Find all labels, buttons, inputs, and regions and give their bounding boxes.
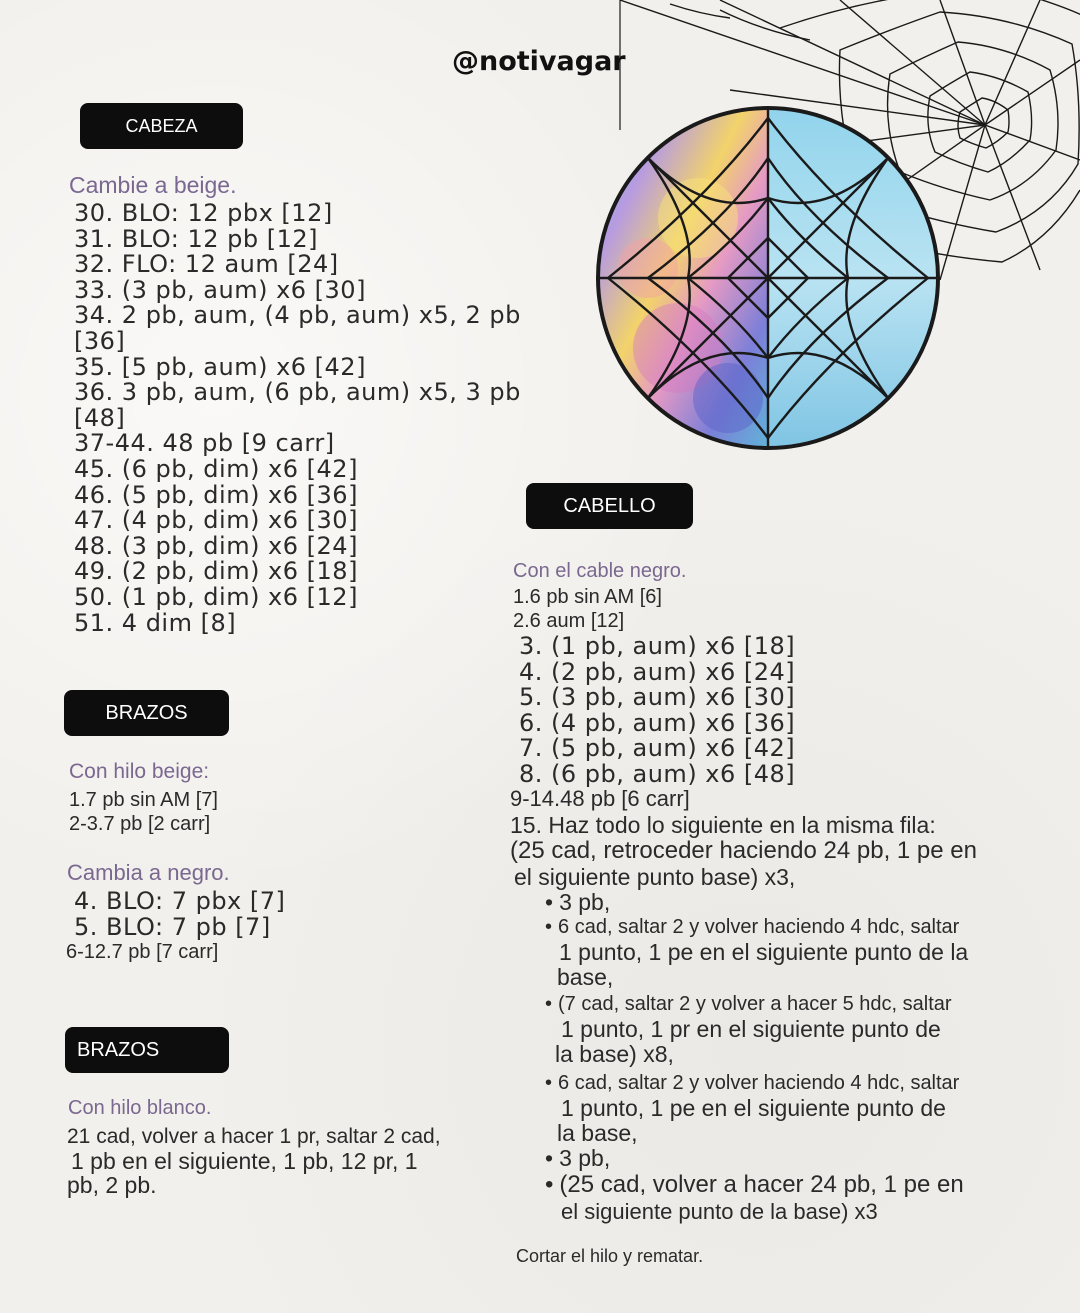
brazos-rows-beige (69, 788, 218, 836)
closing-note: Cortar el hilo y rematar. (516, 1246, 704, 1266)
bullet-line: el siguiente punto de la base) x3 (561, 1199, 878, 1224)
section-title-cabeza (80, 103, 243, 149)
bullet-item (545, 1171, 968, 1225)
bullet-item (545, 890, 968, 915)
pattern-row: 5. BLO: 7 pb [7] (74, 912, 271, 941)
pattern-row: 37-44. 48 pb [9 carr] (74, 429, 335, 458)
pattern-row: 2.6 aum [12] (513, 610, 625, 632)
bullet-line: • 3 pb, (545, 890, 968, 915)
bullet-line: • 3 pb, (545, 1146, 968, 1171)
pattern-row: 1.6 pb sin AM [6] (513, 586, 662, 608)
section-title-cabello (526, 483, 693, 529)
pattern-row: 33. (3 pb, aum) x6 [30] (74, 275, 366, 304)
cabeza-title-text: CABEZA (125, 115, 198, 136)
pattern-row: 15. Haz todo lo siguiente en la misma fila: (510, 812, 936, 838)
bullet-item (545, 1071, 968, 1146)
pattern-row: 36. 3 pb, aum, (6 pb, aum) x5, 3 pb (74, 378, 521, 407)
brazos-note-negro: Cambia a negro. (67, 860, 230, 885)
cabello-rows-c (510, 786, 977, 890)
cabello-rows-b (519, 634, 795, 788)
pattern-row: 3. (1 pb, aum) x6 [18] (519, 632, 796, 660)
pattern-row: 49. (2 pb, dim) x6 [18] (74, 557, 358, 586)
cabello-title-text: CABELLO (563, 494, 656, 517)
bullet-line: la base, (557, 1120, 638, 1146)
pattern-row: 32. FLO: 12 aum [24] (74, 250, 339, 279)
brazos-rows-negro (74, 889, 285, 940)
cabello-bullets (545, 890, 968, 1225)
pattern-row: 50. (1 pb, dim) x6 [12] (74, 582, 358, 611)
pattern-row: 51. 4 dim [8] (74, 608, 237, 637)
bullet-line: base, (557, 964, 614, 990)
pattern-row: 4. BLO: 7 pbx [7] (74, 887, 286, 915)
bullet-line: 1 punto, 1 pe en el siguiente punto de la (559, 939, 969, 965)
account-handle: @notivagar (452, 46, 626, 77)
stained-glass-window-icon (588, 98, 948, 458)
pattern-row: 4. (2 pb, aum) x6 [24] (519, 657, 796, 686)
section-title-brazos-2 (65, 1027, 229, 1073)
pattern-row: 35. [5 pb, aum) x6 [42] (74, 352, 366, 381)
cabello-rows-a (513, 585, 662, 633)
pattern-row: 21 cad, volver a hacer 1 pr, saltar 2 cad, (67, 1125, 441, 1148)
pattern-row: 46. (5 pb, dim) x6 [36] (74, 480, 358, 509)
pattern-row: 47. (4 pb, dim) x6 [30] (74, 506, 358, 535)
pattern-row: [48] (74, 403, 126, 432)
brazos-note-beige: Con hilo beige: (69, 760, 210, 783)
brazos-2-title-text: BRAZOS (77, 1038, 160, 1061)
pattern-row: 6. (4 pb, aum) x6 [36] (519, 708, 796, 737)
brazos-2-rows (67, 1125, 441, 1197)
pattern-row: 31. BLO: 12 pb [12] (74, 224, 318, 253)
bullet-item (545, 1146, 968, 1171)
pattern-row: pb, 2 pb. (67, 1172, 157, 1198)
pattern-row: 5. (3 pb, aum) x6 [30] (519, 683, 796, 712)
pattern-row: 34. 2 pb, aum, (4 pb, aum) x5, 2 pb (74, 301, 521, 330)
bullet-line: • 6 cad, saltar 2 y volver haciendo 4 hdc, saltar (545, 1071, 968, 1096)
pattern-row: 1 pb en el siguiente, 1 pb, 12 pr, 1 (71, 1148, 418, 1174)
bullet-line: la base) x8, (555, 1041, 674, 1067)
brazos-title-text: BRAZOS (105, 701, 188, 724)
pattern-row: 6-12.7 pb [7 carr] (66, 941, 219, 963)
pattern-row: 45. (6 pb, dim) x6 [42] (74, 454, 358, 483)
pattern-row: el siguiente punto base) x3, (514, 864, 796, 890)
bullet-item (545, 915, 968, 990)
cabeza-rows (74, 201, 521, 636)
pattern-row: (25 cad, retroceder haciendo 24 pb, 1 pe en (510, 837, 977, 864)
bullet-line: 1 punto, 1 pe en el siguiente punto de (561, 1095, 946, 1121)
pattern-row: [36] (74, 326, 126, 355)
brazos-2-note: Con hilo blanco. (68, 1097, 212, 1119)
pattern-row: 9-14.48 pb [6 carr] (510, 786, 690, 811)
bullet-line: • 6 cad, saltar 2 y volver haciendo 4 hdc, saltar (545, 915, 968, 940)
bullet-line: • (25 cad, volver a hacer 24 pb, 1 pe en (545, 1171, 968, 1198)
bullet-line: • (7 cad, saltar 2 y volver a hacer 5 hdc, saltar (545, 992, 968, 1017)
pattern-row: 2-3.7 pb [2 carr] (69, 813, 211, 835)
bullet-item (545, 992, 968, 1067)
pattern-row: 8. (6 pb, aum) x6 [48] (519, 759, 796, 788)
pattern-row: 30. BLO: 12 pbx [12] (74, 199, 333, 227)
pattern-row: 48. (3 pb, dim) x6 [24] (74, 531, 358, 560)
cabeza-note: Cambie a beige. (69, 172, 237, 198)
cabello-note: Con el cable negro. (513, 560, 687, 582)
section-title-brazos (64, 690, 229, 736)
pattern-row: 7. (5 pb, aum) x6 [42] (519, 734, 796, 763)
bullet-line: 1 punto, 1 pr en el siguiente punto de (561, 1016, 941, 1042)
pattern-row: 1.7 pb sin AM [7] (69, 789, 218, 811)
